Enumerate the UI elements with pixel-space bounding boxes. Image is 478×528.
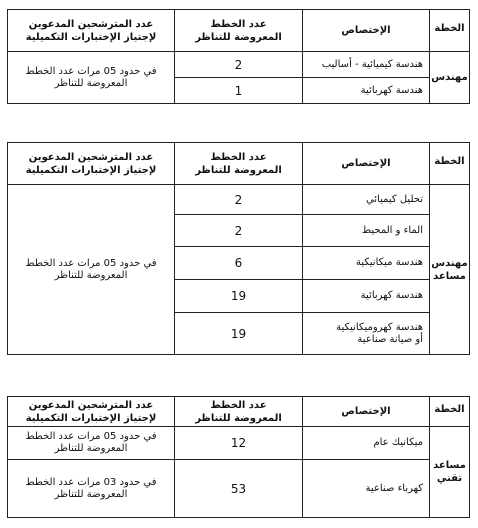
header-positions: عدد الخطط المعروضة للتناظر bbox=[175, 143, 303, 185]
header-candidates: عدد المترشحين المدعوين لإجتياز الإختبارات التكميلية bbox=[8, 143, 175, 185]
header-candidates: عدد المترشحين المدعوين لإجتياز الإختبارات التكميلية bbox=[8, 10, 175, 52]
candidates-cell: في حدود 05 مرات عدد الخطط المعروضة للتناظر bbox=[8, 52, 175, 104]
positions-count: 2 bbox=[175, 185, 303, 215]
candidates-cell: في حدود 05 مرات عدد الخطط المعروضة للتناظر bbox=[8, 427, 175, 460]
header-plan: الخطة bbox=[430, 143, 470, 185]
header-plan: الخطة bbox=[430, 10, 470, 52]
positions-count: 53 bbox=[175, 460, 303, 518]
header-specialty: الإختصاص bbox=[303, 143, 430, 185]
plan-assistant-engineer: مهندس مساعد bbox=[430, 185, 470, 355]
plan-technical-assistant: مساعد تقني bbox=[430, 427, 470, 518]
plan-engineer: مهندس bbox=[430, 52, 470, 104]
positions-count: 2 bbox=[175, 52, 303, 78]
header-specialty: الإختصاص bbox=[303, 10, 430, 52]
specialty-cell: كهرباء صناعية bbox=[303, 460, 430, 518]
specialty-cell: هندسة كهربائية bbox=[303, 280, 430, 313]
table-engineer bbox=[7, 9, 470, 104]
candidates-cell: في حدود 05 مرات عدد الخطط المعروضة للتناظر bbox=[8, 185, 175, 355]
positions-count: 2 bbox=[175, 215, 303, 247]
specialty-cell: هندسة كهروميكانيكية أو صيانة صناعية bbox=[303, 313, 430, 355]
specialty-cell: هندسة كهربائية bbox=[303, 78, 430, 104]
header-positions: عدد الخطط المعروضة للتناظر bbox=[175, 397, 303, 427]
header-positions: عدد الخطط المعروضة للتناظر bbox=[175, 10, 303, 52]
positions-count: 6 bbox=[175, 247, 303, 280]
positions-count: 1 bbox=[175, 78, 303, 104]
candidates-cell: في حدود 03 مرات عدد الخطط المعروضة للتناظر bbox=[8, 460, 175, 518]
specialty-cell: هندسة ميكانيكية bbox=[303, 247, 430, 280]
specialty-cell: ميكانيك عام bbox=[303, 427, 430, 460]
header-plan: الخطة bbox=[430, 397, 470, 427]
header-specialty: الإختصاص bbox=[303, 397, 430, 427]
table-technical-assistant bbox=[7, 396, 470, 518]
specialty-cell: تحليل كيميائي bbox=[303, 185, 430, 215]
table-assistant-engineer bbox=[7, 142, 470, 355]
positions-count: 19 bbox=[175, 313, 303, 355]
positions-count: 12 bbox=[175, 427, 303, 460]
specialty-cell: الماء و المحيط bbox=[303, 215, 430, 247]
header-candidates: عدد المترشحين المدعوين لإجتياز الإختبارات التكميلية bbox=[8, 397, 175, 427]
specialty-cell: هندسة كيميائية - أساليب bbox=[303, 52, 430, 78]
positions-count: 19 bbox=[175, 280, 303, 313]
